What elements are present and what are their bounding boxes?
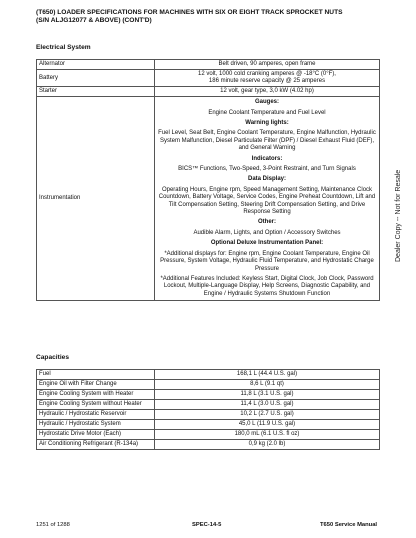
dealer-copy-watermark: Dealer Copy -- Not for Resale: [395, 169, 402, 262]
row-value: 168,1 L (44.4 U.S. gal): [155, 370, 380, 380]
row-value: [155, 70, 380, 87]
row-value: 8,6 L (9.1 qt): [155, 380, 380, 390]
row-label: Hydraulic / Hydrostatic Reservoir: [37, 410, 155, 420]
display-heading: Data Display:: [247, 176, 286, 183]
row-value: 10,2 L (2.7 U.S. gal): [155, 410, 380, 420]
table-row: [37, 70, 380, 87]
other-text: Audible Alarm, Lights, and Option / Accessory Switches: [193, 229, 341, 236]
electrical-heading: Electrical System: [36, 44, 91, 51]
table-row: [37, 400, 380, 410]
gauges-text: Engine Coolant Temperature and Fuel Level: [208, 109, 326, 116]
row-label: Air Conditioning Refrigerant (R-134a): [37, 440, 155, 450]
table-row: [37, 430, 380, 440]
title-line-1: (T650) LOADER SPECIFICATIONS FOR MACHINES WITH SIX OR EIGHT TRACK SPROCKET NUTS: [36, 9, 343, 16]
row-label: Starter: [37, 87, 155, 97]
row-label: Battery: [37, 70, 155, 87]
row-label: Fuel: [37, 370, 155, 380]
row-value: 180,0 mL (6.1 U.S. fl oz): [155, 430, 380, 440]
instrumentation-value: [155, 97, 380, 301]
title-line-2: (S/N ALJG12077 & ABOVE) (CONT'D): [36, 17, 152, 24]
table-row: [37, 440, 380, 450]
table-row: [37, 370, 380, 380]
other-heading: Other:: [258, 219, 276, 226]
row-value: 12 volt, gear type, 3,0 kW (4.02 hp): [155, 87, 380, 97]
gauges-heading: Gauges:: [254, 99, 279, 106]
row-value: 45,0 L (11.9 U.S. gal): [155, 420, 380, 430]
row-value: 11,8 L (3.1 U.S. gal): [155, 390, 380, 400]
warning-text: Fuel Level, Seat Belt, Engine Coolant Temperature, Engine Malfunction, Hydraulic System Malfunction, Diesel Particulate Filter (DPF) / Diesel Exhaust Fluid (DEF), and General Warning: [158, 130, 376, 152]
indicators-text: BICS™ Functions, Two-Speed, 3-Point Restraint, and Turn Signals: [178, 166, 356, 173]
optional-heading: Optional Deluxe Instrumentation Panel:: [210, 240, 324, 247]
table-row: [37, 97, 380, 301]
table-row: [37, 87, 380, 97]
footer-page-number: 1251 of 1288: [36, 522, 70, 528]
table-row: [37, 420, 380, 430]
row-label: Engine Cooling System without Heater: [37, 400, 155, 410]
row-label: Instrumentation: [37, 97, 155, 301]
battery-line-1: 12 volt, 1000 cold cranking amperes @ -18°C (0°F),: [198, 70, 336, 77]
row-label: Hydraulic / Hydrostatic System: [37, 420, 155, 430]
row-label: Engine Cooling System with Heater: [37, 390, 155, 400]
display-text: Operating Hours, Engine rpm, Speed Management Setting, Maintenance Clock Countdown, Battery Voltage, Service Codes, Engine Preheat Countdown, Lift and Tilt Compensation Setting, Steering Drift Compensation Setting, and Drive Response Setting: [158, 186, 376, 216]
footer-manual: T650 Service Manual: [320, 522, 378, 528]
row-label: Engine Oil with Filter Change: [37, 380, 155, 390]
row-value: Belt driven, 90 amperes, open frame: [155, 60, 380, 70]
footer-code: SPEC-14-5: [192, 522, 222, 528]
row-label: Hydrostatic Drive Motor (Each): [37, 430, 155, 440]
warning-heading: Warning lights:: [245, 120, 289, 127]
battery-line-2: 186 minute reserve capacity @ 25 amperes: [208, 78, 326, 85]
optional-text-2: *Additional Features Included: Keyless Start, Digital Clock, Job Clock, Password Lockout, Multiple-Language Display, Help Screens, Diagnostic Capability, and Engine / Hydraulic Systems Shutdown Function: [160, 275, 374, 297]
page-title: [36, 9, 343, 25]
indicators-heading: Indicators:: [251, 155, 283, 162]
capacities-table: [36, 369, 380, 450]
table-row: [37, 390, 380, 400]
row-value: 11,4 L (3.0 U.S. gal): [155, 400, 380, 410]
table-row: [37, 410, 380, 420]
capacities-heading: Capacities: [36, 354, 69, 361]
table-row: [37, 380, 380, 390]
electrical-table: [36, 59, 380, 301]
row-label: Alternator: [37, 60, 155, 70]
table-row: [37, 60, 380, 70]
row-value: 0,9 kg (2.0 lb): [155, 440, 380, 450]
optional-text-1: *Additional displays for: Engine rpm, Engine Coolant Temperature, Engine Oil Pressure, System Voltage, Hydraulic Fluid Temperature, and Hydrostatic Charge Pressure: [160, 250, 374, 272]
